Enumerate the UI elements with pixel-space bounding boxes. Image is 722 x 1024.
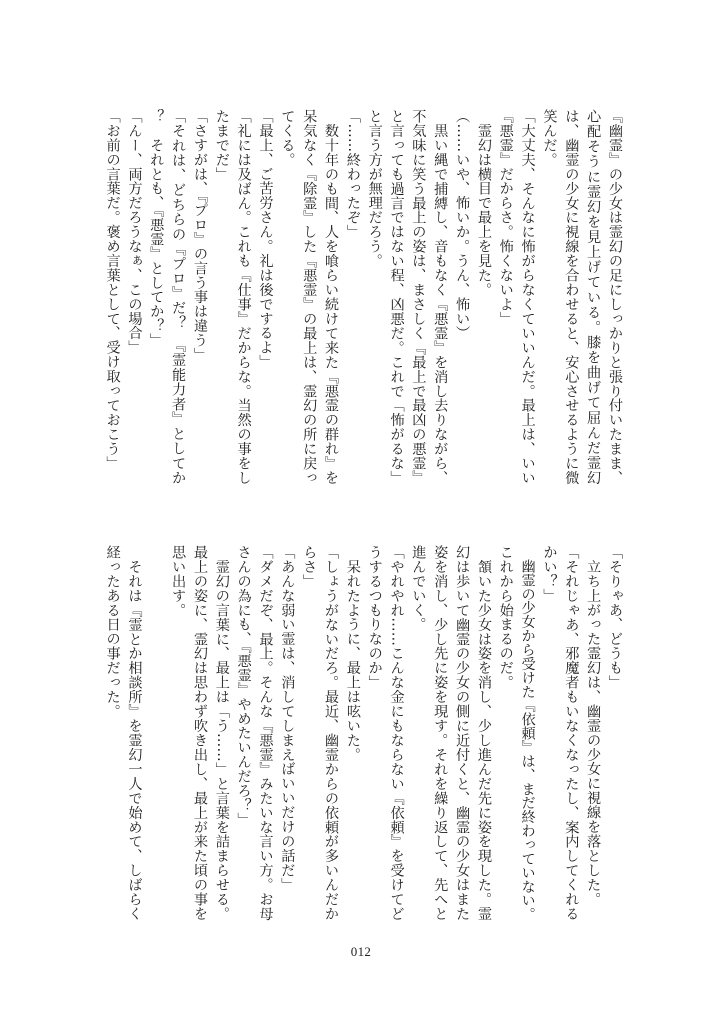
text-line: 「最上、ご苦労さん。礼は後でするよ」	[257, 109, 274, 370]
text-line: 幽霊の少女から受けた『依頼』は、まだ終わっていない。	[519, 545, 536, 921]
text-line: 「それは、どちらの『プロ』だ？ 『霊能力者』としてか	[170, 109, 187, 485]
text-line: 「それじゃあ、邪魔者もいなくなったし、案内してくれる	[563, 545, 580, 921]
text-line: と言う方が無理だろう。	[366, 109, 383, 268]
text-line: 幻は歩いて幽霊の少女の側に近付くと、幽霊の少女はまた	[454, 545, 471, 921]
text-line: 「ダメだぞ、最上。そんな『悪霊』みたいな言い方。お母	[257, 545, 274, 921]
text-block-upper	[100, 109, 625, 485]
text-line: かい？」	[541, 545, 558, 603]
text-line: たまでだ」	[213, 109, 230, 182]
text-block-lower	[100, 545, 625, 921]
text-line: てくる。	[279, 109, 296, 167]
text-line: 経ったある日の事だった。	[104, 545, 121, 719]
text-line: 「しょうがないだろ。最近、幽霊からの依頼が多いんだか	[323, 545, 340, 921]
text-line: 「やれやれ……こんな金にもならない『依頼』を受けてど	[388, 545, 405, 921]
text-line: 進んでいく。	[410, 545, 427, 632]
text-line: らさ」	[301, 545, 318, 589]
text-line: 霊幻は横目で最上を見た。	[475, 109, 492, 297]
text-line: 「大丈夫、そんなに怖がらなくていいんだ。最上は、いい	[519, 109, 536, 485]
text-line: 「さすがは、『プロ』の言う事は違う」	[191, 109, 208, 362]
text-line: 心配そうに霊幻を見上げている。膝を曲げて屈んだ霊幻	[585, 109, 602, 485]
text-line: 『幽霊』の少女は霊幻の足にしっかりと張り付いたまま、	[607, 109, 623, 485]
text-line: は、幽霊の少女に視線を合わせると、安心させるように微	[563, 109, 580, 485]
text-line: 霊幻の言葉に、最上は「う……」と言葉を詰まらせる。	[213, 545, 230, 921]
page-number: 012	[350, 944, 372, 959]
text-line: うするつもりなのか」	[366, 545, 383, 690]
text-line: これから始まるのだ。	[497, 545, 514, 690]
text-line: ？ それとも、『悪霊』としてか？」	[148, 109, 165, 348]
text-line: 『悪霊』だからさ。怖くないよ」	[497, 109, 514, 326]
text-line: 立ち上がった霊幻は、幽霊の少女に視線を落とした。	[585, 545, 602, 907]
text-line: 「お前の言葉だ。褒め言葉として、受け取っておこう」	[104, 109, 121, 471]
text-line: と言っても過言ではない程、凶悪だ。これで「怖がるな」	[388, 109, 405, 485]
text-line: 数十年のも間、人を喰らい続けて来た『悪霊の群れ』を	[323, 109, 340, 485]
text-line: 思い出す。	[170, 545, 187, 618]
text-line: （……いや、怖いか。うん、怖い）	[454, 109, 471, 341]
text-line: 「あんな弱い霊は、消してしまえばいいだけの話だ」	[279, 545, 296, 892]
text-line: 呆気なく『除霊』した『悪霊』の最上は、霊幻の所に戻っ	[301, 109, 318, 485]
text-line: 不気味に笑う最上の姿は、まさしく『最上で最凶の悪霊』	[410, 109, 427, 485]
scene-break-blank-line	[144, 545, 166, 921]
text-line: 「礼には及ばん。これも『仕事』だからな。当然の事をし	[235, 109, 252, 485]
text-line: 黒い縄で捕縛し、音もなく『悪霊』を消し去りながら、	[432, 109, 449, 485]
text-line: 「んー、両方だろうなぁ、この場合」	[126, 109, 143, 355]
text-line: 呆れたように、最上は呟いた。	[344, 545, 361, 762]
text-line: 最上の姿に、霊幻は思わず吹き出し、最上が来た頃の事を	[191, 545, 208, 921]
text-line: 姿を消し、少し先に姿を現す。それを繰り返して、先へと	[432, 545, 449, 921]
text-line: さんの為にも、『悪霊』やめたいんだろ？」	[235, 545, 252, 827]
text-line: 頷いた少女は姿を消し、少し進んだ先に姿を現した。霊	[475, 545, 492, 921]
text-line: それは『霊とか相談所』を霊幻一人で始めて、しばらく	[126, 545, 143, 921]
text-line: 笑んだ。	[541, 109, 558, 167]
text-line: 「……終わったぞ」	[344, 109, 361, 240]
text-line: 「そりゃあ、どうも」	[607, 545, 623, 690]
